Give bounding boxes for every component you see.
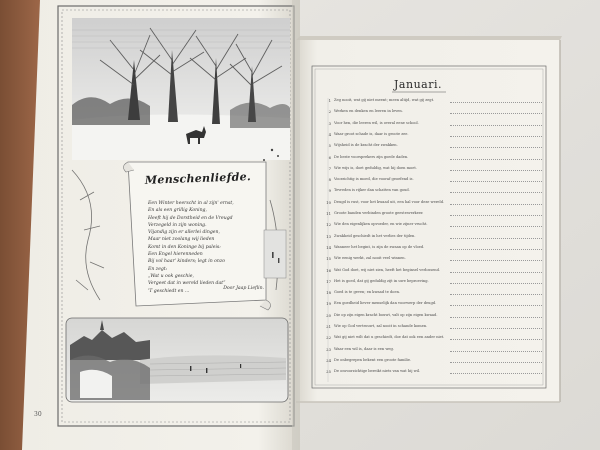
poem-credit: Door Jaap Lieflin.	[223, 286, 264, 291]
entry-day-number: 11	[326, 211, 331, 216]
entry-writing-line	[450, 213, 542, 216]
entry-writing-line	[450, 100, 542, 103]
entry-writing-line	[450, 123, 542, 126]
poem-line: „Wat u ook geschie,	[148, 273, 194, 279]
entry-saying: Waar groot schade is, daar is groote zee.	[334, 131, 409, 136]
entry-saying: Zwakheid geschiedt in het verlies der tijden.	[334, 233, 416, 238]
entry-writing-line	[450, 157, 542, 160]
entry-saying: Deugd is rust, voor het kwaad uit, een hal voor deze wereld.	[334, 199, 445, 204]
entry-writing-line	[450, 270, 542, 273]
entry-saying: Goed is te geven; en kwaad te doen.	[334, 290, 401, 295]
entry-writing-line	[450, 202, 542, 205]
entry-writing-line	[450, 303, 542, 306]
winter-forest-illustration	[72, 18, 290, 161]
entry-day-number: 7	[328, 165, 331, 171]
entry-saying: Zeg nooit, wat gij niet meent; meen altijd, wat gij zegt.	[334, 98, 435, 102]
entry-writing-line	[450, 349, 542, 352]
entry-saying: Tevreden is rijker dan schatten van goud.	[334, 188, 410, 193]
entry-day-number: 9	[328, 188, 331, 194]
entry-day-number: 20	[326, 312, 331, 318]
poem-line: En als een grillig Koning,	[148, 208, 207, 214]
entry-saying: De onbegrepen bekent een groote familie.	[334, 357, 412, 362]
entry-saying: Een goedheid liever menselijk dan voorwerp der deugd.	[334, 301, 437, 306]
entry-writing-line	[450, 315, 542, 318]
entry-writing-line	[450, 190, 542, 193]
poem-line: Een Winter heerscht in al zijn' ernst,	[148, 201, 234, 206]
entry-writing-line	[450, 145, 542, 148]
poem-line: 'T geschiedt en ...	[148, 288, 190, 294]
month-title: Januari.	[394, 78, 442, 91]
poem-text	[148, 200, 260, 295]
entry-saying: Groote banden verbinden groote geestesverkeer.	[334, 211, 424, 215]
entry-writing-line	[450, 371, 542, 374]
entry-day-number: 16	[326, 267, 331, 273]
entry-saying: Wat gij niet wilt dat u geschiedt, doe dat ook een ander niet.	[334, 335, 445, 340]
entry-day-number: 15	[326, 256, 331, 262]
calendar-entry	[322, 245, 542, 254]
entry-day-number: 24	[326, 357, 331, 363]
poem-line: Bij vol haar' kinders; legt in onzo	[148, 259, 226, 265]
entry-saying: Die op zijn eigen kracht bouwt, valt op zijn eigen kwaad.	[334, 312, 438, 317]
calendar-entry	[322, 177, 542, 186]
calendar-entry	[322, 301, 542, 310]
entry-writing-line	[450, 281, 542, 284]
entry-day-number: 14	[326, 244, 331, 250]
calendar-entry	[322, 369, 542, 378]
winter-lake-illustration	[66, 318, 288, 402]
entry-day-number: 6	[328, 154, 331, 160]
calendar-entry	[322, 256, 542, 265]
entry-saying: De onvoorzichtige bereikt niets van wat hij wil.	[334, 369, 421, 374]
entry-day-number: 18	[326, 290, 331, 296]
skaters-vignette	[264, 230, 286, 278]
calendar-entry	[322, 335, 542, 344]
calendar-entry	[322, 324, 542, 333]
entry-saying: Wie den eigenlijken opvoeder, en wie zijner vrucht.	[334, 222, 428, 227]
entry-day-number: 8	[328, 177, 331, 183]
entry-day-number: 22	[326, 335, 331, 341]
entry-saying: Waar een wil is, daar is een weg.	[334, 346, 394, 351]
entry-saying: Wat God doet, wij niet zien, heeft het beginsel verlossend.	[334, 267, 441, 272]
entry-day-number: 21	[326, 324, 331, 329]
calendar-entry	[322, 347, 542, 356]
entry-writing-line	[450, 224, 542, 227]
entry-day-number: 10	[326, 199, 331, 205]
entry-day-number: 3	[328, 120, 331, 126]
entry-saying: Voor hen, die leeren wil, is overal eene school.	[334, 120, 419, 125]
entry-day-number: 23	[326, 346, 331, 352]
entry-day-number: 19	[326, 301, 331, 307]
calendar-entry	[322, 290, 542, 299]
calendar-entry	[322, 188, 542, 197]
entry-day-number: 2	[328, 109, 331, 115]
poem-line: Komt in den Koninge bij paleis:	[148, 244, 221, 250]
poem-line: Vergeet dat in wereld lieden dat”	[148, 281, 226, 287]
poem-line: Een Engel hierenneden	[148, 252, 203, 258]
entry-saying: De beste voorsprekers zijn goede daden.	[334, 154, 409, 159]
entry-day-number: 4	[328, 131, 331, 137]
entry-saying: Voorzichtig is moed, die vooraf geoefend is.	[334, 177, 414, 182]
entry-saying: Wie wijs is, doet geduldig, wat hij doen moet.	[334, 165, 417, 170]
entry-writing-line	[450, 337, 542, 340]
entry-saying: Werken en denken en leeren in leven.	[334, 109, 403, 114]
entry-writing-line	[450, 236, 542, 239]
entry-saying: Wie op God vertrouwt, zal nooit in schande komen.	[334, 324, 428, 328]
poem-title: Menschenliefde.	[144, 170, 252, 187]
entry-saying: Wie eenig werkt, zal nooit veel winnen.	[334, 256, 406, 261]
poem-line: Maar niet zoolang wij lieden	[148, 237, 215, 243]
entry-writing-line	[450, 134, 542, 137]
calendar-entry	[322, 222, 542, 231]
calendar-entry	[322, 279, 542, 288]
entry-writing-line	[450, 326, 542, 329]
entry-writing-line	[450, 168, 542, 171]
calendar-entry	[322, 143, 542, 152]
poem-line: Vijandig zijn er allerlei dingen,	[148, 230, 220, 236]
calendar-entry	[322, 313, 542, 322]
calendar-entry	[322, 211, 542, 220]
calendar-entry	[322, 109, 542, 118]
calendar-entry	[322, 121, 542, 130]
entry-writing-line	[450, 111, 542, 114]
calendar-entry	[322, 155, 542, 164]
entry-writing-line	[450, 247, 542, 250]
calendar-entry	[322, 166, 542, 175]
poem-line: En zegt:	[148, 266, 168, 272]
spine-shadow	[292, 0, 300, 450]
entry-writing-line	[450, 258, 542, 261]
calendar-entry	[322, 268, 542, 277]
entry-writing-line	[450, 292, 542, 295]
entry-day-number: 25	[326, 369, 331, 375]
calendar-entry	[322, 200, 542, 209]
calendar-entry	[322, 98, 542, 107]
entry-day-number: 1	[328, 98, 331, 103]
entry-day-number: 12	[326, 222, 331, 228]
calendar-entry	[322, 358, 542, 367]
poem-line: Verzegeld in zijn woning.	[148, 222, 207, 228]
entry-writing-line	[450, 360, 542, 363]
page-number: 30	[34, 411, 42, 418]
entry-saying: Het is goed, dat gij geduldig zijt in uwe beproeving.	[334, 278, 429, 283]
entry-day-number: 5	[328, 143, 331, 149]
calendar-entry	[322, 234, 542, 243]
poem-line: Heeft hij de Dorstheid en de Vreugd	[148, 215, 233, 221]
entry-writing-line	[450, 179, 542, 182]
entry-saying: Wanneer het begint, is zijn de zwaan op de vloed.	[334, 244, 425, 249]
entry-day-number: 17	[326, 278, 331, 284]
entry-day-number: 13	[326, 233, 331, 239]
entry-saying: Wijsheid is de kracht der zwakken.	[334, 143, 398, 148]
calendar-entry	[322, 132, 542, 141]
